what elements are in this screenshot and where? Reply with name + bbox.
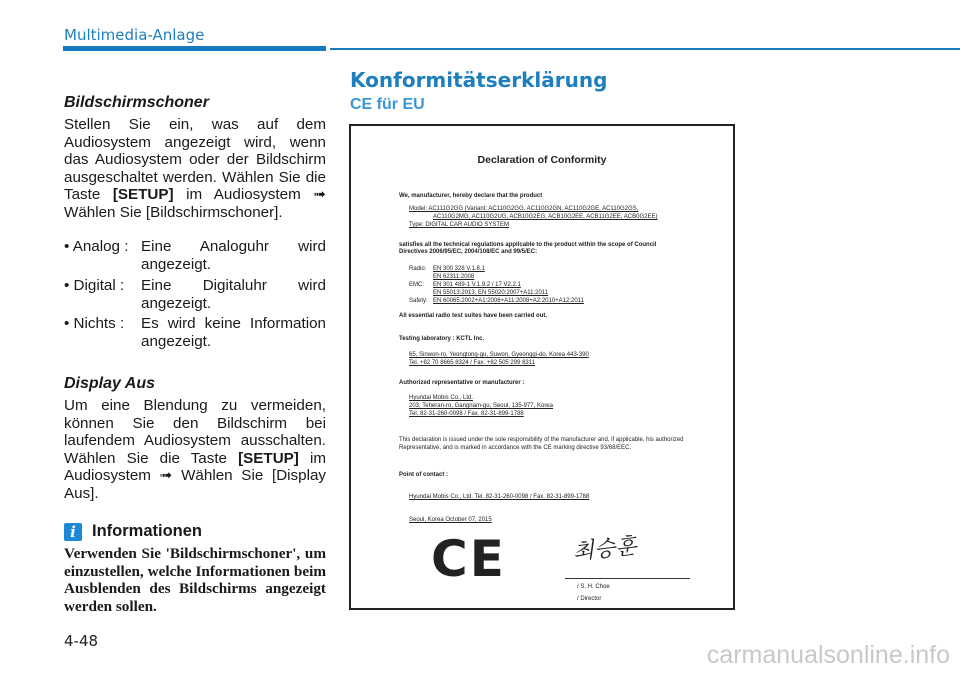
bullet-digital bbox=[64, 277, 326, 312]
doc-lab: Testing laboratory : KCTL Inc. bbox=[399, 336, 485, 342]
doc-poc-1: Hyundai Mobis Co., Ltd. Tel. 82-31-260-0098 / Fax. 82-31-899-1788 bbox=[409, 494, 590, 500]
doc-safety-1: EN 60065:2002+A1:2006+A11:2008+A2:2010+A12:2011 bbox=[433, 298, 584, 304]
doc-radio-tests: All essential radio test suites have been carried out. bbox=[399, 313, 548, 319]
doc-emc-1: EN 301 489-1 V.1.9.2 / 17 V2.2.1 bbox=[433, 282, 521, 288]
signature-image: 최승훈 bbox=[571, 533, 638, 566]
doc-emc-label: EMC: bbox=[409, 282, 424, 288]
bullet-nichts bbox=[64, 315, 326, 350]
info-icon: i bbox=[64, 523, 82, 541]
doc-signer: / S. H. Choe bbox=[577, 584, 610, 590]
bullet-label: • Analog : bbox=[64, 238, 129, 255]
bullet-label: • Digital : bbox=[64, 277, 125, 294]
display-off-heading: Display Aus bbox=[64, 375, 155, 392]
doc-satisfies-2: Directives 2006/95/EC, 2004/108/EC and 99/5/EC: bbox=[399, 249, 538, 255]
doc-rep: Authorized representative or manufacturer : bbox=[399, 380, 525, 386]
doc-resp-2: Representative, and is marked in accordance with the CE marking directive 93/68/EEC. bbox=[399, 445, 632, 451]
screensaver-heading: Bildschirmschoner bbox=[64, 94, 209, 111]
doc-rep-1: Hyundai Mobis Co., Ltd. bbox=[409, 395, 474, 401]
signature-line bbox=[565, 578, 690, 579]
display-off-text-1: Um eine Blendung zu vermeiden, können Sie den Bildschirm bei laufendem Audiosystem ausschalten. Wählen Sie die Taste bbox=[64, 397, 326, 467]
conformity-subtitle: CE für EU bbox=[350, 96, 425, 113]
doc-safety-label: Safety: bbox=[409, 298, 428, 304]
declaration-document bbox=[349, 124, 735, 610]
screensaver-intro-text-1: Stellen Sie ein, was auf dem Audiosystem angezeigt wird, wenn das Audiosystem oder der Bildschirm ausgeschaltet werden. Wählen Sie die Taste bbox=[64, 116, 326, 203]
doc-model-2: AC110G2MG, AC110G2UG, ACB10G2EG, ACB10G2EE, ACB11G2EE, ACB0G2EE) bbox=[433, 214, 658, 220]
doc-radio-label: Radio: bbox=[409, 266, 427, 272]
ce-mark-logo: CE bbox=[431, 530, 506, 588]
section-header: Multimedia-Anlage bbox=[64, 26, 205, 44]
doc-title: Declaration of Conformity bbox=[477, 154, 607, 166]
doc-radio-2: EN 62311:2008 bbox=[433, 274, 475, 280]
conformity-title: Konformitätserklärung bbox=[350, 68, 608, 92]
info-text: Verwenden Sie 'Bildschirmschoner', um einzustellen, welche Informationen beim Ausblenden des Bildschirms angezeigt werden sollen. bbox=[64, 545, 326, 615]
info-heading-row bbox=[64, 522, 326, 541]
bullet-text: Es wird keine Information angezeigt. bbox=[141, 315, 326, 350]
doc-rep-3: Tel. 82-31-260-0098 / Fax. 82-31-899-1788 bbox=[409, 411, 524, 417]
doc-emc-2: EN 55013:2013, EN 55020:2007+A11:2011 bbox=[433, 290, 549, 296]
bullet-text: Eine Analoguhr wird angezeigt. bbox=[141, 238, 326, 273]
doc-manufacturer-decl: We, manufacturer, hereby declare that the product bbox=[399, 193, 543, 199]
screensaver-intro bbox=[64, 116, 326, 221]
doc-satisfies-1: satisfies all the technical regulations applicable to the product within the scope of Council bbox=[399, 242, 657, 248]
screensaver-intro-text-2: im Audiosystem ➟ Wählen Sie [Bildschirmschoner]. bbox=[64, 186, 326, 221]
info-heading: Informationen bbox=[92, 522, 202, 540]
setup-key-label: [SETUP] bbox=[238, 449, 299, 467]
bullet-analog bbox=[64, 238, 326, 273]
doc-rep-2: 203, Teheran-ro, Gangnam-gu, Seoul, 135-977, Korea bbox=[409, 403, 553, 409]
doc-lab-addr-1: 65, Sinwon-ro, Yeongtong-gu, Suwon, Gyeonggi-do, Korea 443-390 bbox=[409, 352, 589, 358]
header-rule-left bbox=[63, 46, 326, 51]
watermark: carmanualsonline.info bbox=[706, 641, 950, 669]
page-number: 4-48 bbox=[64, 632, 99, 650]
header-rule-right bbox=[330, 48, 960, 50]
bullet-label: • Nichts : bbox=[64, 315, 125, 332]
doc-date: Seoul, Korea October 07, 2015 bbox=[409, 517, 492, 523]
doc-lab-addr-2: Tel. +82 70 8665 8324 / Fax. +82 505 299 8311 bbox=[409, 360, 535, 366]
doc-signer-title: / Director bbox=[577, 596, 602, 602]
doc-poc: Point of contact : bbox=[399, 472, 448, 478]
doc-radio-1: EN 300 328 V.1.8.1 bbox=[433, 266, 485, 272]
doc-resp-1: This declaration is issued under the sole responsibility of the manufacturer and, if applicable, his authorized bbox=[399, 437, 684, 443]
doc-type: Type: DIGITAL CAR AUDIO SYSTEM bbox=[409, 222, 510, 228]
display-off-text bbox=[64, 397, 326, 502]
display-off-text-2: im Audiosystem ➟ Wählen Sie [Display Aus]. bbox=[64, 449, 326, 502]
doc-model-1: Model: AC111G2GG (Variant: AC110G2GG, AC110G2GN, AC110G2GE, AC110G2GS, bbox=[409, 206, 639, 212]
bullet-text: Eine Digitaluhr wird angezeigt. bbox=[141, 277, 326, 312]
setup-key-label: [SETUP] bbox=[112, 186, 174, 203]
